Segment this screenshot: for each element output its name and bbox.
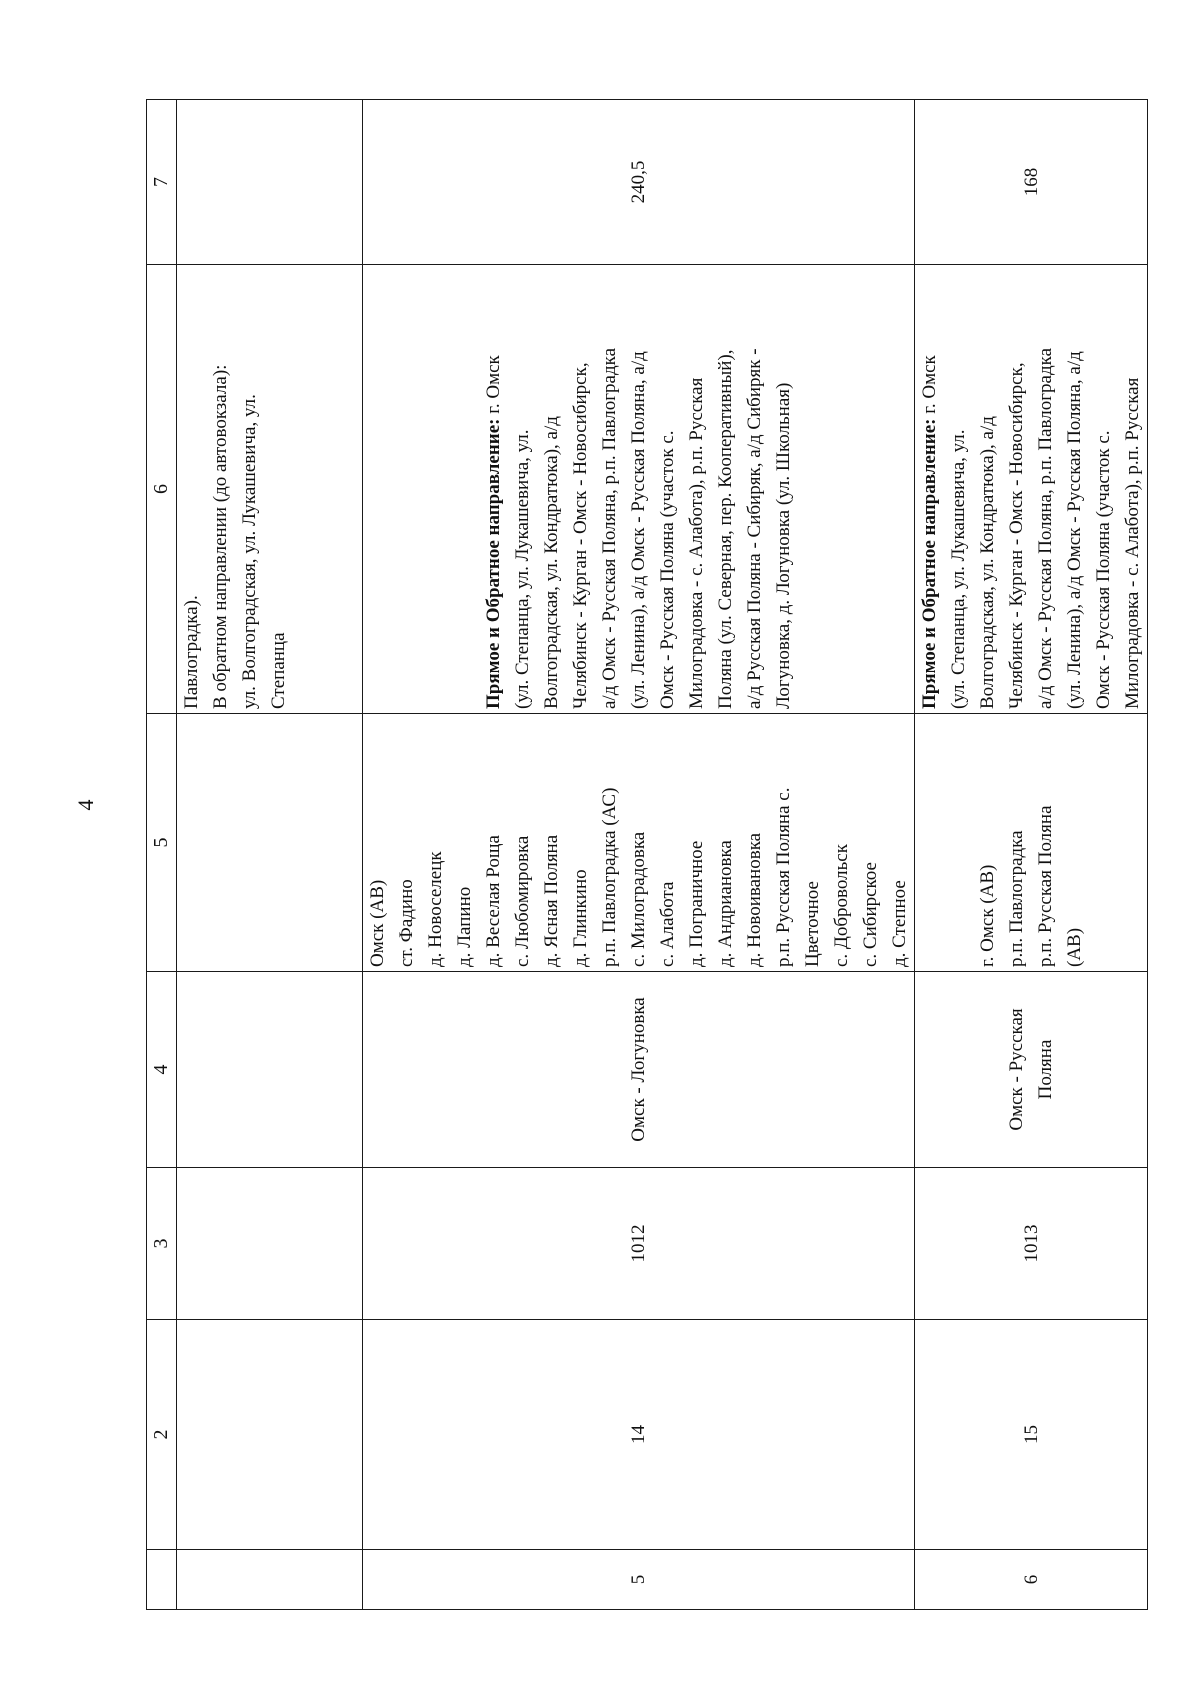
path-line: (ул. Степанца, ул. Лукашевича, ул. xyxy=(948,429,969,709)
path-line xyxy=(479,269,508,709)
row-index: 6 xyxy=(915,1550,1148,1610)
stop-item: д. Андриановка xyxy=(715,840,736,967)
route-length: 168 xyxy=(915,100,1148,265)
header-cell-7: 7 xyxy=(147,100,177,265)
page-number: 4 xyxy=(73,799,98,811)
route-path xyxy=(915,265,1148,714)
header-cell-5: 5 xyxy=(147,714,177,972)
table-row-6 xyxy=(915,100,1148,1610)
header-cell-6: 6 xyxy=(147,265,177,714)
path-line: а/д Омск - Русская Поляна, р.п. Павлоградка xyxy=(599,348,620,709)
path-line: (ул. Ленина), а/д Омск - Русская Поляна, а/д xyxy=(628,351,649,709)
header-cell-3: 3 xyxy=(147,1168,177,1320)
path-line: а/д Омск - Русская Поляна, р.п. Павлоградка xyxy=(1035,348,1056,709)
header-cell-4: 4 xyxy=(147,972,177,1168)
path-line: В обратном направлении (до автовокзала): xyxy=(210,364,231,709)
cell-path-continued xyxy=(177,265,363,714)
stop-item: с. Любомировка xyxy=(512,835,533,967)
path-line: (ул. Ленина), а/д Омск - Русская Поляна, а/д xyxy=(1064,351,1085,709)
stop-item: (АВ) xyxy=(1064,927,1085,967)
path-line xyxy=(915,269,944,709)
stop-item: с. Сибирское xyxy=(860,862,881,967)
path-line: Павлоградка). xyxy=(181,595,202,709)
stop-item: д. Лапино xyxy=(454,886,475,967)
stop-item: д. Новоивановка xyxy=(744,832,765,967)
path-line: Челябинск - Курган - Омск - Новосибирск, xyxy=(570,362,591,709)
path-lead: Прямое и Обратное направление: xyxy=(483,418,504,709)
stop-item: Омск (АВ) xyxy=(367,879,388,967)
document-table-frame xyxy=(146,100,1143,1610)
stop-item: Цветочное xyxy=(802,881,823,967)
stop-item: р.п. Павлоградка xyxy=(1006,830,1027,967)
path-first-line-rest: г. Омск xyxy=(919,355,940,419)
route-name-line: Омск - Русская xyxy=(1006,1008,1027,1131)
path-line: Поляна (ул. Северная, пер. Кооперативный), xyxy=(715,349,736,709)
table-row-continued xyxy=(177,100,363,1610)
stops-list xyxy=(915,714,1148,972)
route-number: 14 xyxy=(363,1320,915,1550)
cell-empty xyxy=(177,972,363,1168)
path-line: Милоградовка - с. Алабота), р.п. Русская xyxy=(686,377,707,709)
cell-empty xyxy=(177,1320,363,1550)
path-line: Омск - Русская Поляна (участок с. xyxy=(657,430,678,709)
cell-empty xyxy=(177,1168,363,1320)
route-length: 240,5 xyxy=(363,100,915,265)
cell-empty xyxy=(177,1550,363,1610)
path-line: Омск - Русская Поляна (участок с. xyxy=(1093,430,1114,709)
stop-item: д. Степное xyxy=(889,880,910,967)
cell-empty xyxy=(177,714,363,972)
stop-item: р.п. Русская Поляна xyxy=(1035,805,1056,967)
stop-item: с. Алабота xyxy=(657,881,678,967)
path-first-line-rest: г. Омск xyxy=(483,355,504,419)
path-line: Милоградовка - с. Алабота), р.п. Русская xyxy=(1122,377,1143,709)
stop-item: с. Милоградовка xyxy=(628,831,649,967)
path-line: Логуновка, д. Логуновка (ул. Школьная) xyxy=(773,382,794,709)
path-line: а/д Русская Поляна - Сибиряк, а/д Сибиряк - xyxy=(744,348,765,709)
table-row-5 xyxy=(363,100,915,1610)
route-name: Омск - Логуновка xyxy=(363,972,915,1168)
path-line: Волгоградская, ул. Кондратюка), а/д xyxy=(977,416,998,709)
route-name xyxy=(915,972,1148,1168)
registry-number: 1012 xyxy=(363,1168,915,1320)
table-header-row xyxy=(147,100,177,1610)
path-line: Степанца xyxy=(268,632,289,709)
stop-item: д. Пограничное xyxy=(686,840,707,967)
path-line: (ул. Степанца, ул. Лукашевича, ул. xyxy=(512,429,533,709)
registry-number: 1013 xyxy=(915,1168,1148,1320)
stop-item: г. Омск (АВ) xyxy=(977,864,998,967)
stop-item: р.п. Павлоградка (АС) xyxy=(599,787,620,967)
cell-empty xyxy=(177,100,363,265)
stop-item: р.п. Русская Поляна с. xyxy=(773,787,794,967)
header-cell-2: 2 xyxy=(147,1320,177,1550)
stops-list xyxy=(363,714,915,972)
stop-item: с. Добровольск xyxy=(831,844,852,967)
stop-item: д. Веселая Роща xyxy=(483,835,504,967)
route-path xyxy=(363,265,915,714)
stop-item: д. Глинкино xyxy=(570,869,591,967)
path-line: ул. Волгоградская, ул. Лукашевича, ул. xyxy=(239,394,260,709)
path-lead: Прямое и Обратное направление: xyxy=(919,418,940,709)
path-line: Волгоградская, ул. Кондратюка), а/д xyxy=(541,416,562,709)
route-number: 15 xyxy=(915,1320,1148,1550)
stop-item: д. Ясная Поляна xyxy=(541,834,562,967)
route-name-line: Поляна xyxy=(1035,1039,1056,1100)
stop-item: ст. Фадино xyxy=(396,879,417,967)
routes-table xyxy=(146,99,1148,1610)
row-index: 5 xyxy=(363,1550,915,1610)
stop-item: д. Новоселецк xyxy=(425,851,446,967)
header-cell-1 xyxy=(147,1550,177,1610)
path-line: Челябинск - Курган - Омск - Новосибирск, xyxy=(1006,362,1027,709)
